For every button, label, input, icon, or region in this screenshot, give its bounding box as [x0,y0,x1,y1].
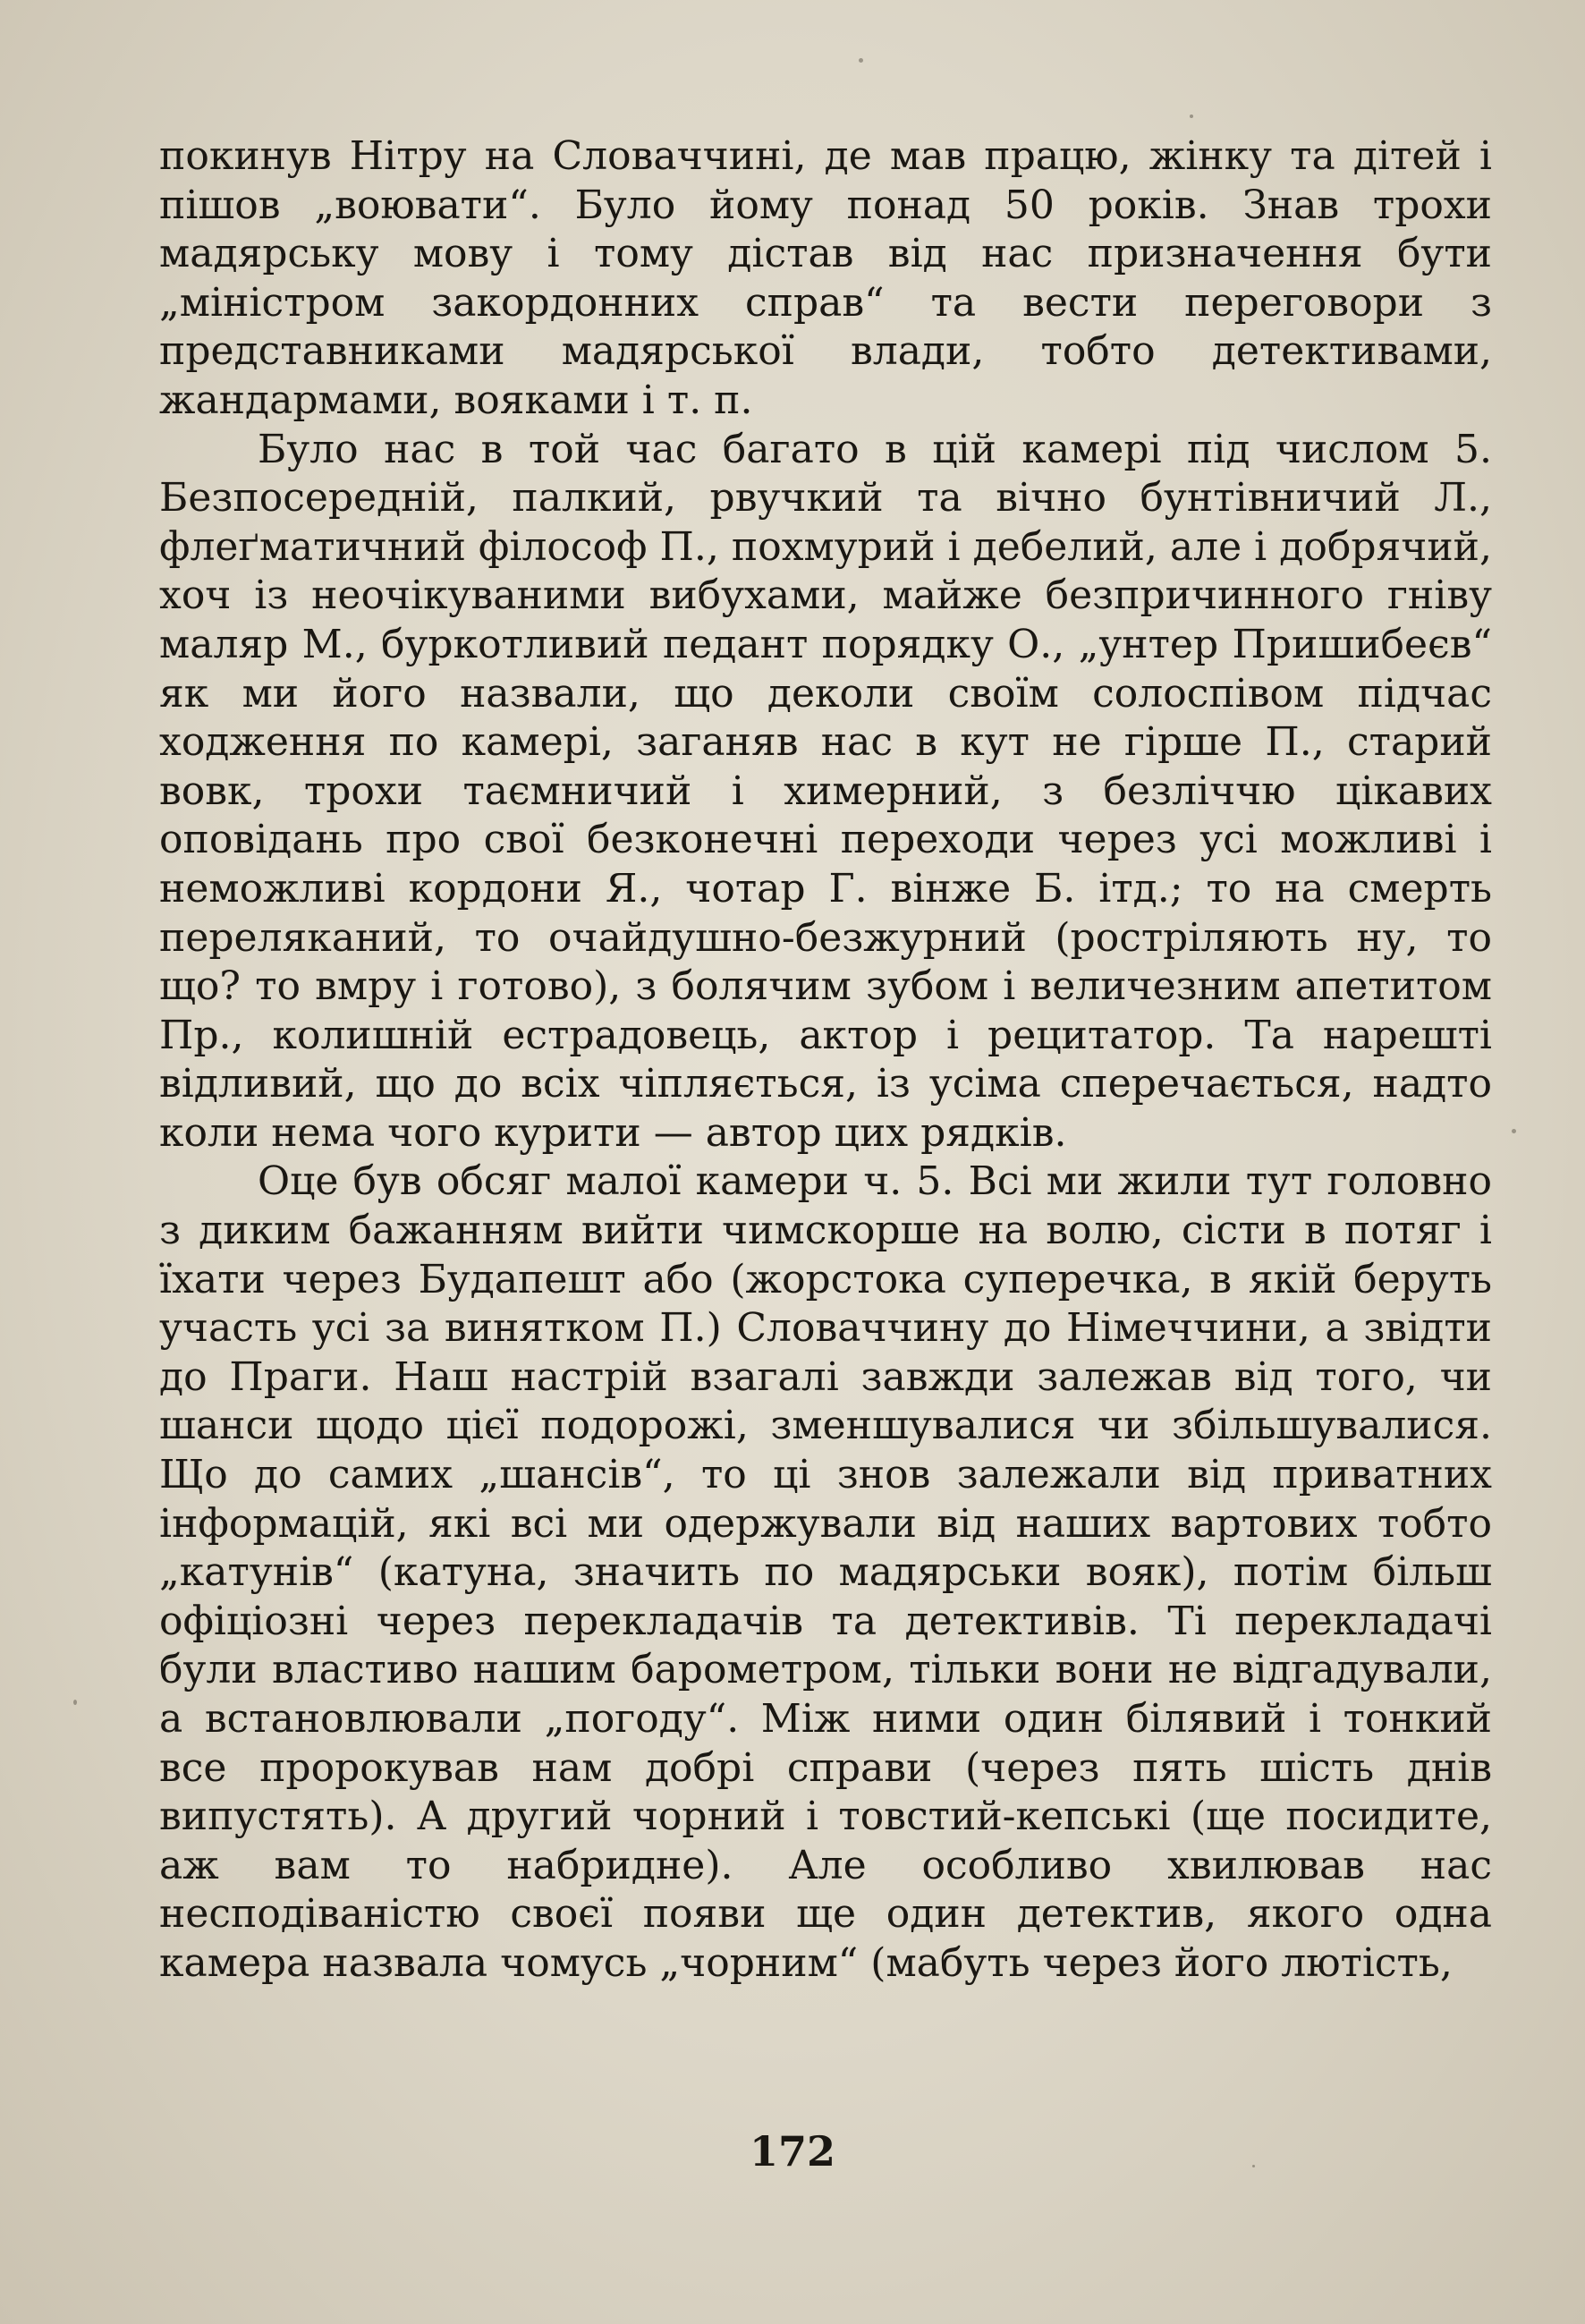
paragraph-1: покинув Нітру на Словаччині, де мав працю, жінку та дітей і пішов „воювати“. Було йому понад 50 років. Знав трохи мадярську мову і тому дістав від нас призначення бути „міністром закордонних справ“ та вести переговори з представниками мадярської влади, тобто детективами, жандармами, вояками і т. п. [159,133,1492,423]
paragraph-3: Оце був обсяг малої камери ч. 5. Всі ми жили тут головно з диким бажанням вийти чимскорше на волю, сісти в потяг і їхати через Будапешт або (жорстока суперечка, в якій беруть участь усі за винятком П.) Словаччину до Німеччини, а звідти до Праги. Наш настрій взагалі завжди залежав від того, чи шанси щодо цієї подорожі, зменшувалися чи збільшувалися. Що до самих „шансів“, то ці знов залежали від приватних інформацій, які всі ми одержували від наших вартових тобто „катунів“ (катуна, значить по мадярськи вояк), потім більш офіціозні через перекладачів та детективів. Ті перекладачі були властиво нашим барометром, тільки вони не відгадували, а встановлювали „погоду“. Між ними один білявий і тонкий все пророкував нам добрі справи (через пять шість днів випустять). А другий чорний і товстий-кепські (ще посидите, аж вам то набридне). Але особливо хвилював нас несподіваністю своєї появи ще один детектив, якого одна камера назвала чомусь „чорним“ (мабуть через його лютість, [159,1158,1492,1986]
paragraph-2: Було нас в той час багато в цій камері під числом 5. Безпосередній, палкий, рвучкий та вічно бунтівничий Л., флеґматичний філософ П., похмурий і дебелий, але і добрячий, хоч із неочікуваними вибухами, майже безпричинного гніву маляр М., буркотливий педант порядку О., „унтер Пришибеєв“ як ми його назвали, що деколи своїм солоспівом підчас ходження по камері, заганяв нас в кут не гірше П., старий вовк, трохи таємничий і химерний, з безліччю цікавих оповідань про свої безконечні переходи через усі можливі і неможливі кордони Я., чотар Г. вінже Б. ітд.; то на смерть переляканий, то очайдушно-безжурний (ростріляють ну, то що? то вмру і готово), з болячим зубом і величезним апетитом Пр., колишній естрадовець, актор і рецитатор. Та нарешті відливий, що до всіх чіпляється, із усіма сперечається, надто коли нема чого курити — автор цих рядків. [159,426,1492,1156]
paper-speck [1512,1129,1516,1133]
paper-speck [1190,115,1193,118]
page-number: 172 [749,2127,836,2176]
body-text [159,132,1492,1989]
paper-speck [1252,2165,1255,2167]
paper-speck [73,1700,77,1705]
paper-speck [859,58,863,63]
